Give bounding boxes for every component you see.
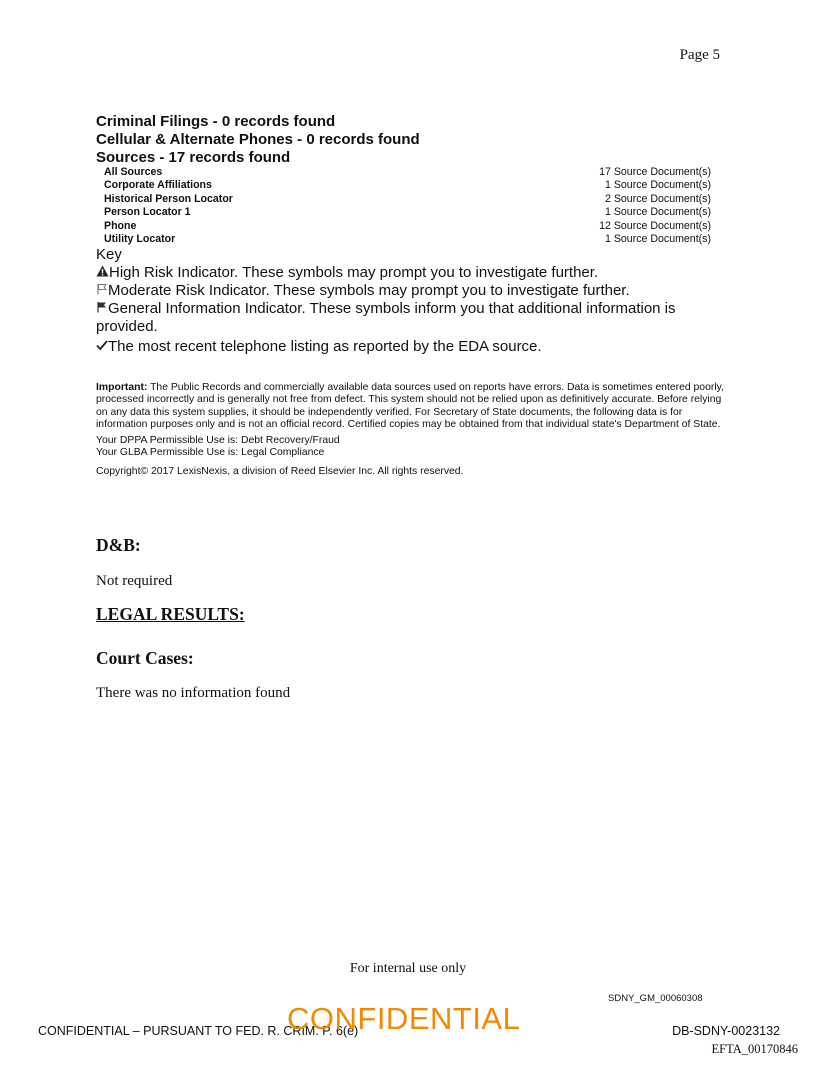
copyright: Copyright© 2017 LexisNexis, a division of Reed Elsevier Inc. All rights reserved. <box>96 465 464 477</box>
table-row <box>104 206 711 219</box>
table-row <box>104 233 711 246</box>
cellular-phones-heading: Cellular & Alternate Phones - 0 records found <box>96 131 420 148</box>
key-legend <box>96 246 721 356</box>
recent-phone-text: The most recent telephone listing as reported by the EDA source. <box>108 338 542 355</box>
outline-flag-icon <box>96 282 108 300</box>
general-info-text: General Information Indicator. These symbols inform you that additional information is provided. <box>96 300 676 335</box>
source-name: Corporate Affiliations <box>104 179 212 192</box>
court-cases-heading: Court Cases: <box>96 648 194 668</box>
confidential-notice: CONFIDENTIAL – PURSUANT TO FED. R. CRIM. P. 6(e) <box>38 1024 359 1038</box>
important-text: The Public Records and commercially available data sources used on reports have errors. Data is sometimes entered poorly, processed incorrectly and is generally not free from defect. This system should not be relied upon as definitively accurate. Before relying on any data this system supplies, it should be independently verified. For Secretary of State documents, the following data is for information purposes only and is not an official record. Certified copies may be obtained from that individual state's Department of State. <box>96 382 724 430</box>
bates-number-efta: EFTA_00170846 <box>711 1042 798 1056</box>
source-count: 1 Source Document(s) <box>605 232 711 245</box>
key-general-info <box>96 300 721 336</box>
table-row <box>104 193 711 206</box>
source-name: Person Locator 1 <box>104 206 191 219</box>
warning-triangle-icon <box>96 264 109 282</box>
table-row <box>104 166 711 179</box>
source-name: Utility Locator <box>104 232 176 245</box>
key-moderate-risk <box>96 282 721 300</box>
bates-number-gm: SDNY_GM_00060308 <box>608 993 703 1004</box>
dnb-heading: D&B: <box>96 535 141 555</box>
bates-number-db: DB-SDNY-0023132 <box>672 1024 780 1038</box>
source-count: 1 Source Document(s) <box>605 179 711 192</box>
dppa-use: Your DPPA Permissible Use is: Debt Recovery/Fraud <box>96 435 340 447</box>
source-count: 2 Source Document(s) <box>605 192 711 205</box>
source-count: 17 Source Document(s) <box>599 166 711 178</box>
table-row <box>104 179 711 192</box>
disclaimer-block <box>96 382 726 478</box>
source-name: Historical Person Locator <box>104 192 233 205</box>
legal-results-heading: LEGAL RESULTS: <box>96 604 245 624</box>
checkmark-icon <box>96 338 108 356</box>
important-notice <box>96 382 726 431</box>
internal-use-footer: For internal use only <box>349 961 467 976</box>
moderate-risk-text: Moderate Risk Indicator. These symbols may prompt you to investigate further. <box>108 282 630 299</box>
source-count: 1 Source Document(s) <box>605 206 711 219</box>
criminal-filings-heading: Criminal Filings - 0 records found <box>96 113 336 130</box>
source-name: Phone <box>104 219 137 232</box>
source-count: 12 Source Document(s) <box>599 219 711 232</box>
sources-heading: Sources - 17 records found <box>96 149 291 166</box>
filled-flag-icon <box>96 300 108 318</box>
high-risk-text: High Risk Indicator. These symbols may prompt you to investigate further. <box>109 264 599 281</box>
table-row <box>104 220 711 233</box>
confidential-stamp: CONFIDENTIAL <box>287 1001 521 1036</box>
dnb-text: Not required <box>96 573 173 589</box>
key-recent-phone <box>96 338 721 356</box>
key-title: Key <box>96 246 122 263</box>
glba-use: Your GLBA Permissible Use is: Legal Compliance <box>96 447 325 459</box>
key-high-risk <box>96 264 721 282</box>
court-cases-text: There was no information found <box>96 685 291 701</box>
source-name: All Sources <box>104 166 163 178</box>
page-number: Page 5 <box>679 47 720 63</box>
sources-table <box>104 166 711 246</box>
important-label: Important: <box>96 382 148 393</box>
